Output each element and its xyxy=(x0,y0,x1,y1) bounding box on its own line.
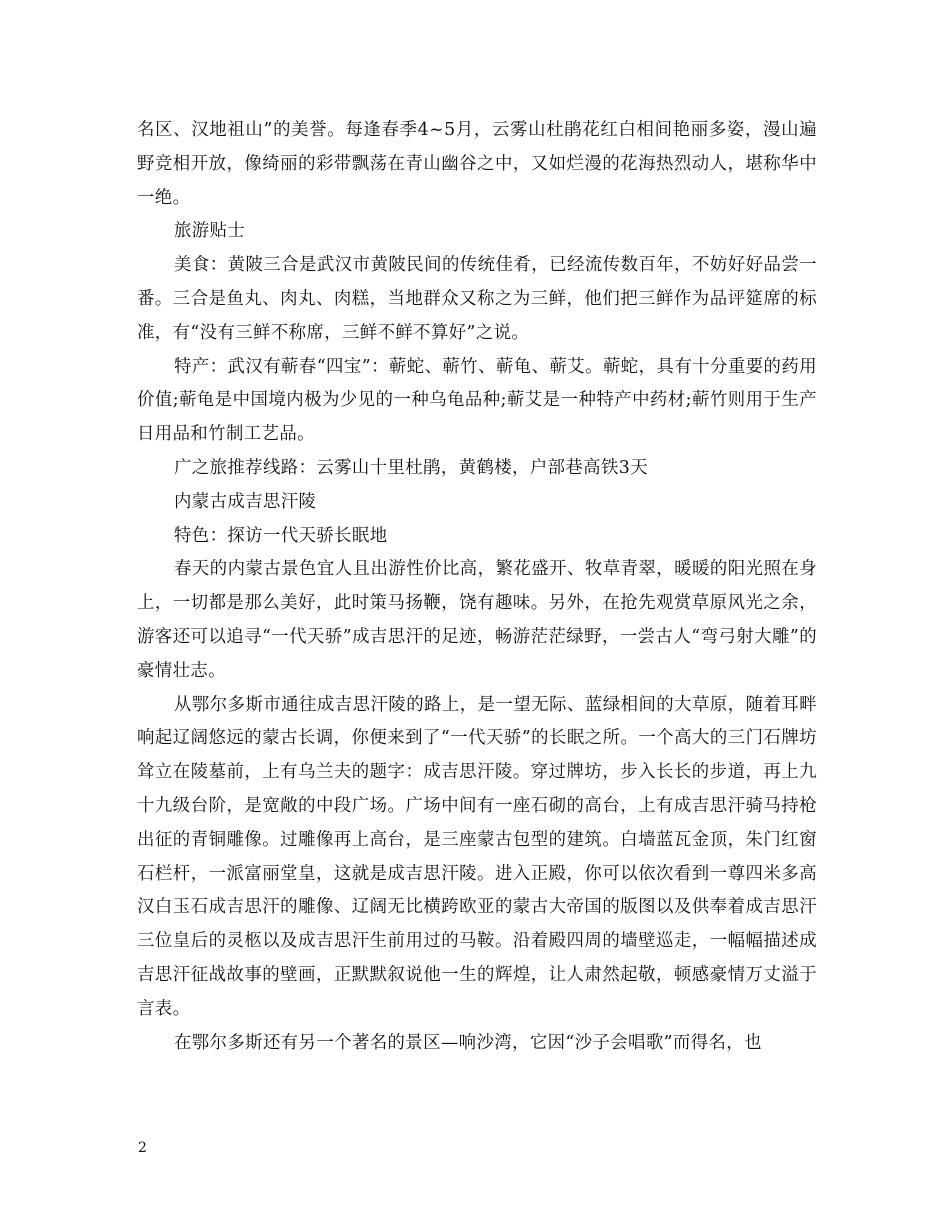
heading-genghis-khan-mausoleum: 内蒙古成吉思汗陵 xyxy=(174,491,317,512)
paragraph-mausoleum-description: 从鄂尔多斯市通往成吉思汗陵的路上，是一望无际、蓝绿相间的大草原，随着耳畔响起辽阔悠远的蒙古长调，你便来到了“一代天骄”的长眠之所。一个高大的三门石牌坊耸立在陵墓前，上有乌兰夫的题字：成吉思汗陵。穿过牌坊，步入长长的步道，再上九十九级台阶，是宽敞的中段广场。广场中间有一座石砌的高台，上有成吉思汗骑马持枪出征的青铜雕像。过雕像再上高台，是三座蒙古包型的建筑。白墙蓝瓦金顶，朱门红窗石栏杆，一派富丽堂皇，这就是成吉思汗陵。进入正殿，你可以依次看到一尊四米多高汉白玉石成吉思汗的雕像、辽阔无比横跨欧亚的蒙古大帝国的版图以及供奉着成吉思汗三位皇后的灵柩以及成吉思汗生前用过的马鞍。沿着殿四周的墙壁巡走，一幅幅描述成吉思汗征战故事的壁画，正默默叙说他一生的辉煌，让人肃然起敬，顿感豪情万丈溢于言表。 xyxy=(137,694,817,1019)
paragraph-recommended-route: 广之旅推荐线路：云雾山十里杜鹃，黄鹤楼，户部巷高铁3天 xyxy=(174,457,649,478)
document-body xyxy=(137,114,817,1060)
paragraph-spring-inner-mongolia: 春天的内蒙古景色宜人且出游性价比高，繁花盛开、牧草青翠，暖暖的阳光照在身上，一切都是那么美好，此时策马扬鞭，饶有趣味。另外，在抢先观赏草原风光之余，游客还可以追寻“一代天骄”成吉思汗的足迹，畅游茫茫绿野，一尝古人“弯弓射大雕”的豪情壮志。 xyxy=(137,559,817,681)
paragraph-food: 美食：黄陂三合是武汉市黄陂民间的传统佳肴，已经流传数百年，不妨好好品尝一番。三合是鱼丸、肉丸、肉糕，当地群众又称之为三鲜，他们把三鲜作为品评筵席的标准，有“没有三鲜不称席，三鲜不鲜不算好”之说。 xyxy=(137,255,817,343)
paragraph-xiangshawan: 在鄂尔多斯还有另一个著名的景区—响沙湾，它因“沙子会唱歌”而得名，也 xyxy=(174,1032,762,1053)
heading-travel-tips: 旅游贴士 xyxy=(174,221,246,242)
page-number: 2 xyxy=(138,1140,147,1156)
paragraph-feature: 特色：探访一代天骄长眠地 xyxy=(174,525,388,546)
paragraph-specialties: 特产：武汉有蕲春“四宝”：蕲蛇、蕲竹、蕲龟、蕲艾。蕲蛇，具有十分重要的药用价值;蕲龟是中国境内极为少见的一种乌龟品种;蕲艾是一种特产中药材;蕲竹则用于生产日用品和竹制工艺品。 xyxy=(137,356,817,445)
paragraph-yunwushan-intro: 名区、汉地祖山”的美誉。每逢春季4~5月，云雾山杜鹃花红白相间艳丽多姿，漫山遍野竞相开放，像绮丽的彩带飘荡在青山幽谷之中，又如烂漫的花海热烈动人，堪称华中一绝。 xyxy=(137,120,817,208)
